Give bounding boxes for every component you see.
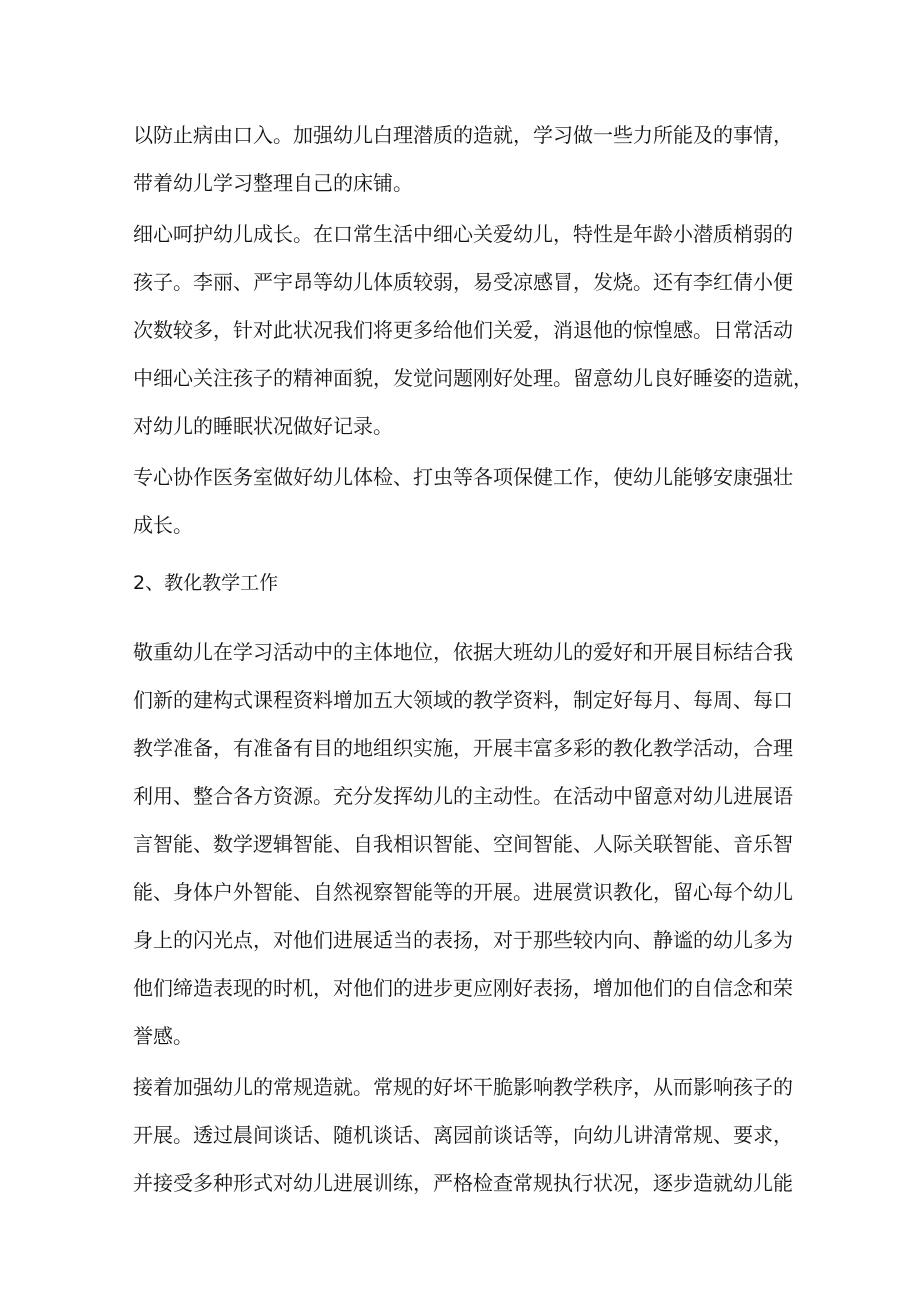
text-line: 开展。透过晨间谈话、随机谈话、离园前谈话等，向幼儿讲清常规、要求， (133, 1123, 793, 1147)
text-line: 专心协作医务室做好幼儿体检、打虫等各项保健工作，使幼儿能够安康强壮 (133, 465, 793, 489)
paragraph-hygiene (133, 111, 793, 207)
document-body (133, 111, 813, 1207)
text-line: 以防止病由口入。加强幼儿白理潜质的造就，学习做一些力所能及的事情， (133, 123, 793, 147)
text-line: 中细心关注孩子的精神面貌，发觉问题刚好处理。留意幼儿良好睡姿的造就， (133, 366, 813, 390)
text-line: 言智能、数学逻辑智能、自我相识智能、空间智能、人际关联智能、音乐智 (133, 832, 793, 856)
paragraph-teaching (133, 628, 793, 1060)
text-line: 他们缔造表现的时机，对他们的进步更应刚好表扬，增加他们的自信念和荣 (133, 976, 793, 1000)
paragraph-care (133, 210, 813, 450)
section-heading-wrapper (133, 559, 789, 607)
text-line: 敬重幼儿在学习活动中的主体地位，依据大班幼儿的爱好和开展目标结合我 (133, 640, 793, 664)
text-line: 身上的闪光点，对他们进展适当的表扬，对于那些较内向、静谧的幼儿多为 (133, 928, 793, 952)
text-line: 细心呵护幼儿成长。在口常生活中细心关爱幼儿，特性是年龄小潜质梢弱的 (133, 222, 793, 246)
text-line: 利用、整合各方资源。充分发挥幼儿的主动性。在活动中留意对幼儿进展语 (133, 784, 793, 808)
text-line: 接着加强幼儿的常规造就。常规的好坏干脆影响教学秩序，从而影响孩子的 (133, 1075, 793, 1099)
section-heading: 2、教化教学工作 (133, 572, 279, 594)
paragraph-health-checks (133, 453, 793, 549)
text-line: 誉感。 (133, 1024, 193, 1048)
paragraph-routines (133, 1063, 793, 1207)
text-line: 们新的建构式课程资料增加五大领域的教学资料，制定好每月、每周、每口 (133, 688, 793, 712)
text-line: 对幼儿的睡眠状况做好记录。 (133, 414, 393, 438)
text-line: 孩子。李丽、严宇昂等幼儿体质较弱，易受凉感冒，发烧。还有李红倩小便 (133, 270, 793, 294)
text-line: 教学准备，有准备有目的地组织实施，开展丰富多彩的教化教学活动，合理 (133, 736, 793, 760)
text-line: 成长。 (133, 513, 193, 537)
text-line: 并接受多种形式对幼儿进展训练，严格检查常规执行状况，逐步造就幼儿能 (133, 1171, 793, 1195)
text-line: 带着幼儿学习整理自己的床铺。 (133, 171, 413, 195)
text-line: 次数较多，针对此状况我们将更多给他们关爱，消退他的惊惶感。日常活动 (133, 318, 793, 342)
text-line: 能、身体户外智能、自然视察智能等的开展。进展赏识教化，留心每个幼儿 (133, 880, 793, 904)
